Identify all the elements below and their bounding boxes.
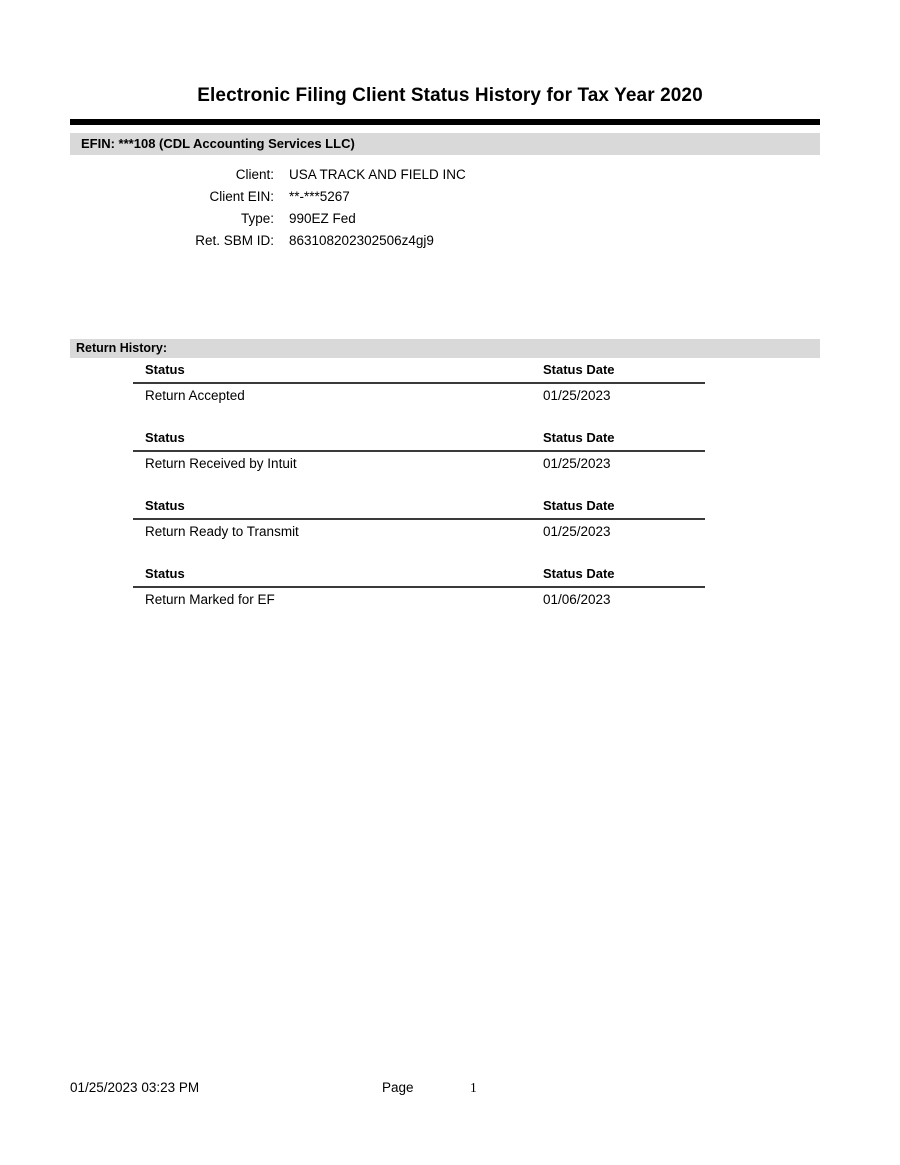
column-header-status-date: Status Date (543, 498, 615, 513)
efin-header-text: EFIN: ***108 (CDL Accounting Services LLC) (81, 136, 355, 151)
column-header-status: Status (145, 498, 185, 513)
table-header-rule (133, 518, 705, 520)
status-table-group (0, 361, 900, 429)
client-detail-row (0, 188, 900, 210)
status-table-group (0, 565, 900, 633)
client-detail-row (0, 210, 900, 232)
page-title: Electronic Filing Client Status History for Tax Year 2020 (197, 85, 703, 106)
status-cell: Return Received by Intuit (145, 456, 297, 471)
efin-header-band (70, 133, 820, 155)
status-date-cell: 01/06/2023 (543, 592, 611, 607)
client-detail-row (0, 166, 900, 188)
column-header-status-date: Status Date (543, 566, 615, 581)
title-divider-rule (70, 119, 820, 125)
column-header-status: Status (145, 566, 185, 581)
client-ein-value: **-***5267 (289, 189, 350, 204)
table-header-rule (133, 382, 705, 384)
footer-page-number: 1 (470, 1080, 477, 1095)
return-history-band (70, 339, 820, 358)
return-type-label: Type: (240, 211, 274, 226)
footer-timestamp: 01/25/2023 03:23 PM (70, 1080, 200, 1095)
status-cell: Return Accepted (145, 388, 245, 403)
footer-page-label: Page (382, 1080, 414, 1095)
client-detail-row (0, 232, 900, 254)
ret-sbm-id-label: Ret. SBM ID: (195, 233, 274, 248)
status-table-group (0, 497, 900, 565)
status-cell: Return Ready to Transmit (145, 524, 299, 539)
status-date-cell: 01/25/2023 (543, 456, 611, 471)
client-name-value: USA TRACK AND FIELD INC (289, 167, 466, 182)
column-header-status: Status (145, 430, 185, 445)
status-date-cell: 01/25/2023 (543, 524, 611, 539)
return-history-label: Return History: (76, 341, 167, 355)
client-details-block (0, 166, 900, 254)
status-date-cell: 01/25/2023 (543, 388, 611, 403)
ret-sbm-id-value: 863108202302506z4gj9 (289, 233, 434, 248)
client-ein-label: Client EIN: (209, 189, 274, 204)
client-name-label: Client: (235, 167, 274, 182)
return-history-tables (0, 361, 900, 633)
column-header-status-date: Status Date (543, 430, 615, 445)
table-header-rule (133, 586, 705, 588)
column-header-status-date: Status Date (543, 362, 615, 377)
return-type-value: 990EZ Fed (289, 211, 356, 226)
status-cell: Return Marked for EF (145, 592, 275, 607)
status-table-group (0, 429, 900, 497)
page-footer (0, 1079, 900, 1099)
column-header-status: Status (145, 362, 185, 377)
table-header-rule (133, 450, 705, 452)
